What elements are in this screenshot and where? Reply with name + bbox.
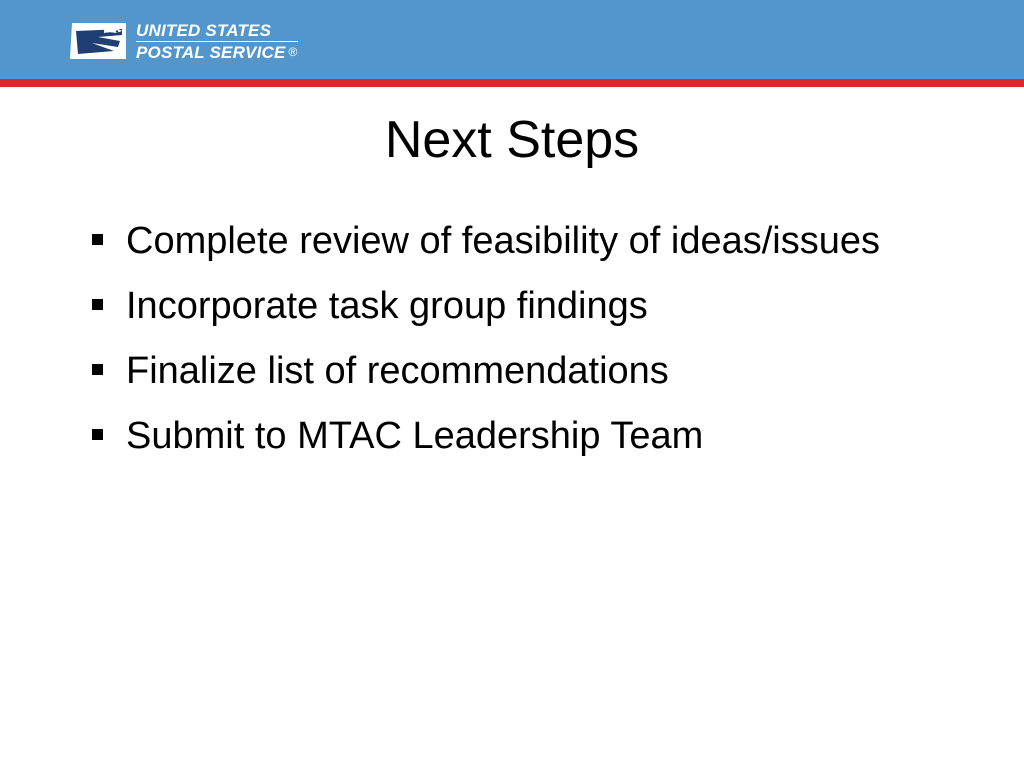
square-bullet-icon xyxy=(92,364,103,375)
logo-line-2-text: POSTAL SERVICE xyxy=(136,42,286,62)
bullet-item xyxy=(88,409,948,463)
bullet-text: Incorporate task group findings xyxy=(126,285,648,327)
square-bullet-icon xyxy=(92,299,103,310)
usps-logo xyxy=(68,20,298,62)
logo-line-1: UNITED STATES xyxy=(136,22,298,42)
bullet-item xyxy=(88,344,948,398)
square-bullet-icon xyxy=(92,234,103,245)
header-red-rule xyxy=(0,79,1024,87)
square-bullet-icon xyxy=(92,429,103,440)
bullet-item xyxy=(88,279,948,333)
bullet-item xyxy=(88,214,948,268)
bullet-list xyxy=(88,214,948,474)
logo-wordmark xyxy=(136,22,298,61)
bullet-text: Complete review of feasibility of ideas/issues xyxy=(126,220,881,262)
logo-line-2 xyxy=(136,44,298,61)
bullet-text: Finalize list of recommendations xyxy=(126,350,669,392)
eagle-icon xyxy=(68,21,130,61)
slide-title: Next Steps xyxy=(384,111,640,169)
registered-mark: ® xyxy=(288,44,298,59)
bullet-text: Submit to MTAC Leadership Team xyxy=(126,415,704,457)
